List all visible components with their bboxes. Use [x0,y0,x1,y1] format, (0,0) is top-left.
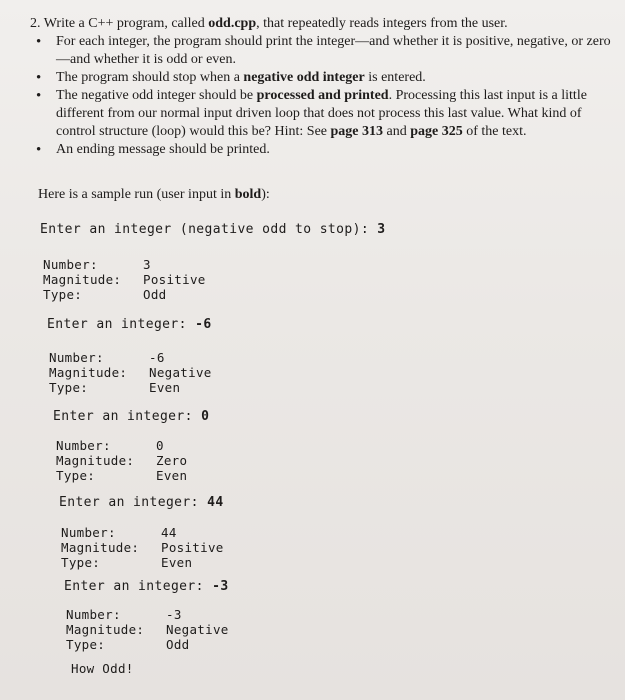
number-label: Number: [43,257,98,272]
question-intro: Write a C++ program, called [43,16,209,31]
user-input: -6 [195,317,212,332]
page-ref: page 313 [330,124,383,139]
bullet-text: is entered. [364,70,426,85]
prompt-line [40,222,386,237]
sample-intro-end: ): [261,187,270,202]
sample-intro-bold: bold [234,187,262,202]
number-value: -6 [149,350,165,365]
magnitude-label: Magnitude: [56,453,135,468]
output-block [56,438,187,483]
question-intro-end: , that repeatedly reads integers from the user. [256,16,508,31]
bullet-bold: negative odd integer [243,70,365,85]
magnitude-label: Magnitude: [61,540,140,555]
bullet-text: For each integer, the program should print the integer—and whether it is positive, negative, or zero—and whether it is odd or even. [56,34,611,67]
type-value: Odd [166,637,190,652]
list-item [30,87,615,141]
type-value: Odd [143,287,167,302]
prompt-text: Enter an integer: [64,579,213,594]
requirements-list [30,33,615,159]
output-block [66,607,229,652]
output-block [43,257,206,302]
user-input: 44 [207,495,224,510]
number-label: Number: [66,607,121,622]
type-label: Type: [66,637,106,652]
bullet-icon: • [36,34,42,50]
bullet-text: The negative odd integer should be [56,88,257,103]
magnitude-value: Zero [156,453,188,468]
number-label: Number: [56,438,111,453]
type-label: Type: [49,380,89,395]
bullet-text: The program should stop when a [56,70,244,85]
type-value: Even [161,555,193,570]
type-label: Type: [56,468,96,483]
prompt-line [47,317,212,332]
magnitude-label: Magnitude: [49,365,128,380]
question-number: 2. [30,16,41,31]
bullet-icon: • [36,70,42,86]
type-label: Type: [43,287,83,302]
prompt-text: Enter an integer (negative odd to stop): [40,222,378,237]
type-value: Even [149,380,181,395]
sample-intro-text: Here is a sample run (user input in [38,187,235,202]
number-value: 0 [156,438,164,453]
bullet-text: An ending message should be printed. [56,142,270,157]
bullet-text: . Processing this last input is a little different from our normal input driven loop that does not process this last value. What kind of control structure (loop) would this be? Hint: See [56,88,587,139]
bullet-bold: processed and printed [256,88,389,103]
type-value: Even [156,468,188,483]
bullet-icon: • [36,88,42,104]
ending-message: How Odd! [71,661,134,676]
number-label: Number: [61,525,116,540]
output-block [61,525,224,570]
output-block [49,350,212,395]
prompt-text: Enter an integer: [47,317,196,332]
magnitude-value: Negative [166,622,229,637]
bullet-text: and [383,124,411,139]
magnitude-label: Magnitude: [43,272,122,287]
list-item [30,141,615,159]
question-heading [30,14,615,33]
prompt-line [64,579,229,594]
page-ref: page 325 [410,124,463,139]
magnitude-value: Negative [149,365,212,380]
list-item [30,69,615,87]
number-value: -3 [166,607,182,622]
bullet-icon: • [36,142,42,158]
user-input: -3 [212,579,229,594]
prompt-text: Enter an integer: [53,409,202,424]
magnitude-label: Magnitude: [66,622,145,637]
bullet-text: of the text. [462,124,527,139]
user-input: 3 [377,222,386,237]
sample-run-intro [38,187,270,203]
magnitude-value: Positive [161,540,224,555]
prompt-line [59,495,224,510]
prompt-line [53,409,209,424]
list-item [30,33,615,69]
number-label: Number: [49,350,104,365]
number-value: 3 [143,257,151,272]
question-block [30,14,615,159]
type-label: Type: [61,555,101,570]
user-input: 0 [201,409,210,424]
prompt-text: Enter an integer: [59,495,208,510]
magnitude-value: Positive [143,272,206,287]
filename: odd.cpp [208,16,257,31]
number-value: 44 [161,525,177,540]
